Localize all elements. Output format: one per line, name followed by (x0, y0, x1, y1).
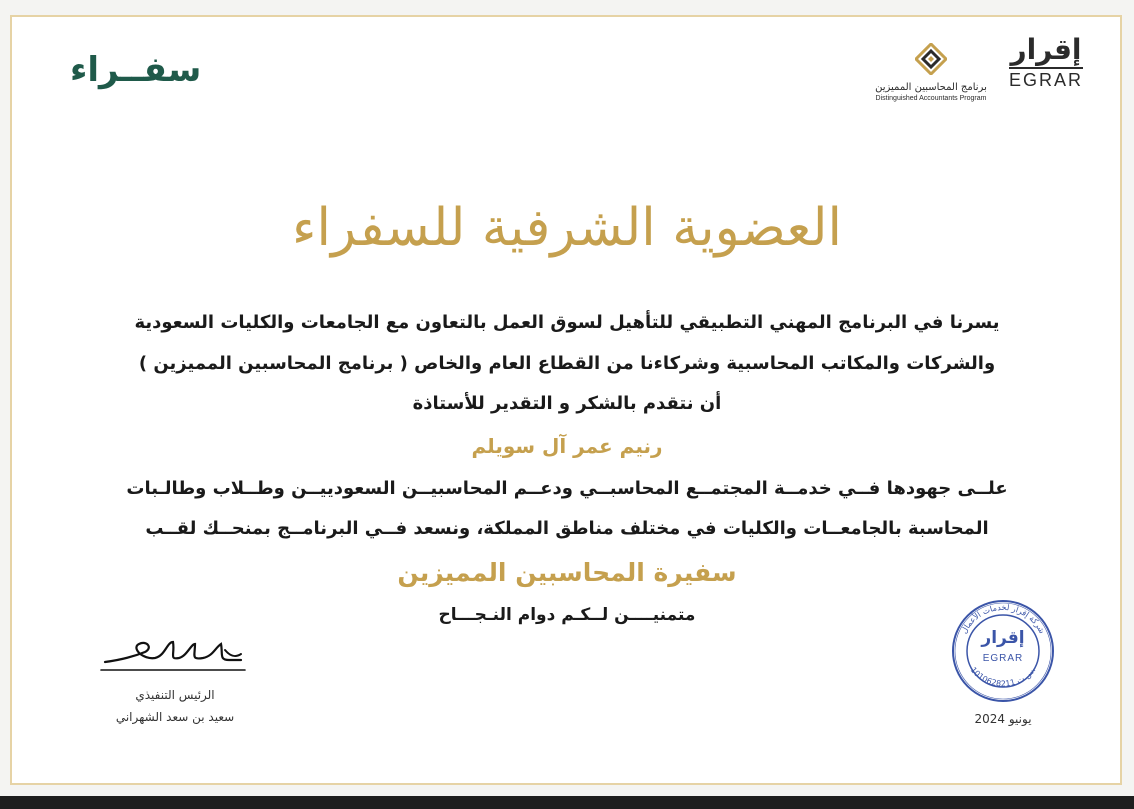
program-name-english: Distinguished Accountants Program (875, 95, 987, 102)
paragraph-line: والشركات والمكاتب المحاسبية وشركاءنا من القطاع العام والخاص ( برنامج المحاسبين المميزين ) (138, 353, 996, 374)
diamond-logo-icon (915, 43, 947, 75)
company-stamp (950, 598, 1056, 704)
reason-line: علــى جهودها فــي خدمــة المجتمــع المحاسبــي ودعــم المحاسبيــن السعودييــن وطــلاب وطالـبات (126, 478, 1008, 499)
stamp-ring-text: شركة إقرار لخدمات الأعمال (959, 602, 1047, 636)
paragraph-line: أن نتقدم بالشكر و التقدير للأستاذة (412, 393, 722, 414)
header-logos (876, 33, 1086, 113)
closing-line: متمنيــــن لــكـم دوام النـجـــاح (438, 605, 696, 625)
egrar-logo-arabic: إقرار (1010, 33, 1082, 66)
egrar-logo-english: EGRAR (1009, 67, 1083, 90)
certificate-title: العضوية الشرفية للسفراء (292, 198, 842, 258)
signature-image (95, 630, 255, 680)
stamp-egrar-arabic: إقرار (981, 628, 1025, 648)
program-name-arabic: برنامج المحاسبين المميزين (875, 82, 987, 93)
svg-text:1010628211 س.ت. (969, 665, 1038, 688)
distinguished-accountants-logo (866, 43, 996, 104)
signatory-name: سعيد بن سعد الشهراني (115, 710, 235, 724)
paragraph-line: يسرنا في البرنامج المهني التطبيقي للتأهيل لسوق العمل بالتعاون مع الجامعات والكليات السعودية (134, 312, 1000, 333)
safara-logo: سفــراء (70, 50, 202, 90)
stamp-egrar-english: EGRAR (982, 653, 1024, 664)
reason-line: المحاسبة بالجامعــات والكليات في مختلف مناطق المملكة، ونسعد فــي البرنامــج بمنحــك لقــب (145, 518, 989, 539)
egrar-logo (1006, 33, 1086, 90)
bottom-bar (0, 796, 1134, 809)
issue-date: يونيو 2024 (974, 712, 1032, 726)
awarded-title: سفيرة المحاسبين المميزين (397, 558, 737, 587)
signatory-title: الرئيس التنفيذي (135, 688, 215, 702)
stamp-ring-icon (950, 598, 1056, 704)
recipient-name: رنيم عمر آل سويلم (471, 434, 663, 458)
stamp-registration: 1010628211 س.ت. (968, 665, 1038, 689)
